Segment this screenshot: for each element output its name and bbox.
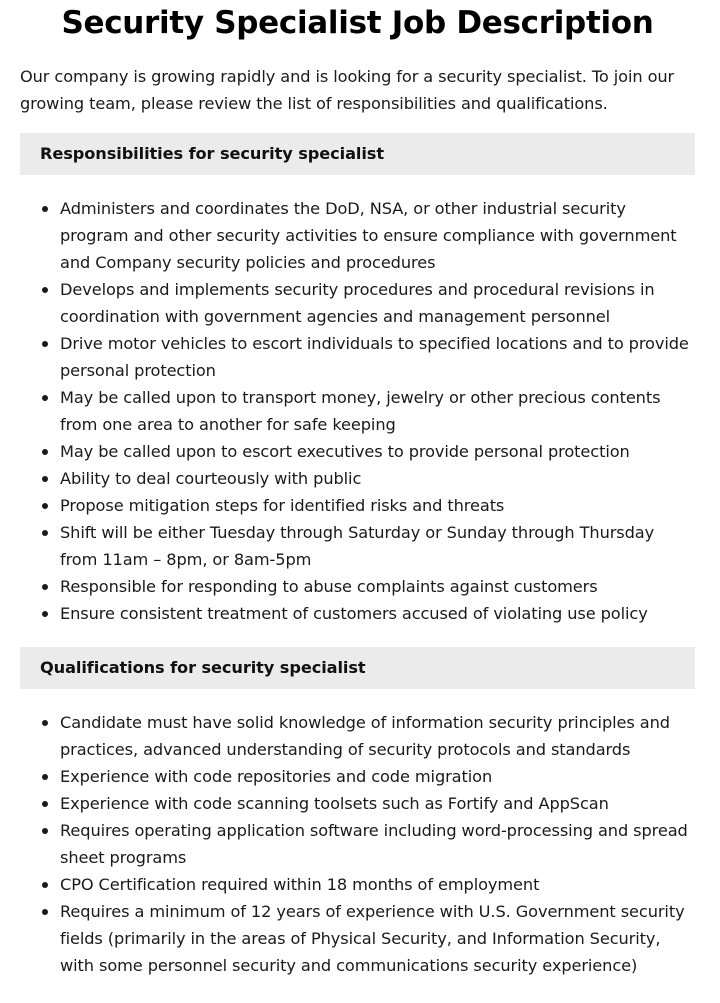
qualification-item: Experience with code scanning toolsets such as Fortify and AppScan xyxy=(60,790,695,817)
responsibility-item: Propose mitigation steps for identified risks and threats xyxy=(60,492,695,519)
page-title: Security Specialist Job Description xyxy=(61,5,654,41)
responsibility-item: Ensure consistent treatment of customers accused of violating use policy xyxy=(60,600,695,627)
responsibility-item: Drive motor vehicles to escort individuals to specified locations and to provide personal protection xyxy=(60,330,695,384)
qualifications-list xyxy=(20,709,695,979)
responsibilities-list xyxy=(20,195,695,627)
responsibility-item: Ability to deal courteously with public xyxy=(60,465,695,492)
qualification-item: Requires a minimum of 12 years of experience with U.S. Government security fields (primarily in the areas of Physical Security, and Information Security, with some personnel security and communications security experience) xyxy=(60,898,695,979)
responsibility-item: May be called upon to transport money, jewelry or other precious contents from one area to another for safe keeping xyxy=(60,384,695,438)
qualifications-heading: Qualifications for security specialist xyxy=(20,647,695,689)
responsibilities-heading: Responsibilities for security specialist xyxy=(20,133,695,175)
qualification-item: Requires operating application software including word-processing and spread sheet programs xyxy=(60,817,695,871)
intro-paragraph: Our company is growing rapidly and is looking for a security specialist. To join our growing team, please review the list of responsibilities and qualifications. xyxy=(20,67,675,113)
responsibility-item: Develops and implements security procedures and procedural revisions in coordination with government agencies and management personnel xyxy=(60,276,695,330)
qualification-item: CPO Certification required within 18 months of employment xyxy=(60,871,695,898)
responsibility-item: Administers and coordinates the DoD, NSA, or other industrial security program and other security activities to ensure compliance with government and Company security policies and procedures xyxy=(60,195,695,276)
responsibility-item: Responsible for responding to abuse complaints against customers xyxy=(60,573,695,600)
qualification-item: Candidate must have solid knowledge of information security principles and practices, advanced understanding of security protocols and standards xyxy=(60,709,695,763)
qualification-item: Experience with code repositories and code migration xyxy=(60,763,695,790)
responsibility-item: May be called upon to escort executives to provide personal protection xyxy=(60,438,695,465)
responsibility-item: Shift will be either Tuesday through Saturday or Sunday through Thursday from 11am – 8pm, or 8am-5pm xyxy=(60,519,695,573)
